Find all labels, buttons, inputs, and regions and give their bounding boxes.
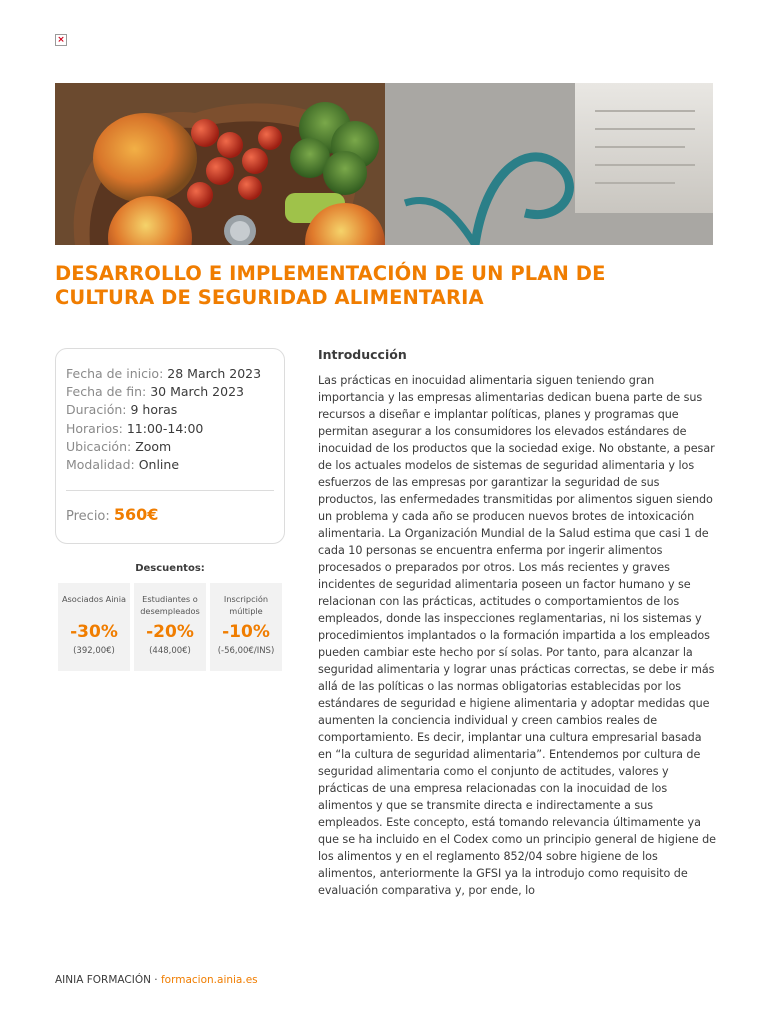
- schedule-row: [66, 420, 274, 438]
- location-row: [66, 438, 274, 456]
- discount-amount: (-56,00€/INS): [217, 646, 275, 656]
- discount-box-students: [134, 583, 206, 671]
- discount-percent: -10%: [222, 622, 270, 642]
- page-title-line-1: DESARROLLO E IMPLEMENTACIÓN DE UN PLAN DE: [55, 262, 606, 285]
- discounts-title: Descuentos:: [135, 563, 205, 574]
- end-date-row: [66, 383, 274, 401]
- end-date-value: 30 March 2023: [150, 384, 244, 400]
- discount-percent: -20%: [146, 622, 194, 642]
- duration-label: Duración:: [66, 402, 127, 418]
- intro-body: Las prácticas en inocuidad alimentaria siguen teniendo gran importancia y las empresas alimentarias dedican buena parte de sus recursos a diseñar e implantar políticas, planes y programas que permitan asegurar a los consumidores los elevados estándares de inocuidad de los productos que la sociedad exige. No obstante, a pesar de los actuales modelos de sistemas de seguridad alimentaria y los esfuerzos de las empresas por garantizar la seguridad de sus productos, las enfermedades transmitidas por alimentos siguen siendo un problema y cada año se producen nuevos brotes de intoxicación alimentaria. La Organización Mundial de la Salud estima que casi 1 de cada 10 personas se encuentra enferma por ingerir alimentos procesados o preparados por otros. Los más recientes y graves incidentes de seguridad alimentaria poseen un factor humano y se relacionan con las prácticas, actitudes o comportamientos de los empleados, donde las inspecciones reglamentarias, ni los sistemas y procedimientos implantados o la formación impartida a los empleados pueden cambiar este hecho por sí solas. Por tanto, para alcanzar la seguridad alimentaria y lograr unas prácticas correctas, se debe ir más allá de las políticas o las normas obligatorias establecidas por los estándares de seguridad e higiene alimentaria y adoptar medidas que aumenten la conciencia individual y creen cambios reales de comportamiento. Es decir, implantar una cultura empresarial basada en “la cultura de seguridad alimentaria”. Entendemos por cultura de seguridad alimentaria como el conjunto de actitudes, valores y prácticas de una empresa relacionadas con la inocuidad de los alimentos y que se transmite directa e indirectamente a sus empleados. Este concepto, está tomando relevancia últimamente ya que se ha incluido en el Codex como un principio general de higiene de los alimentos y en el reglamento 852/04 sobre higiene de los alimentos, anteriormente la GFSI ya la introdujo como requisito de evaluación comparativa y, por ende, lo: [318, 374, 716, 897]
- start-date-value: 28 March 2023: [167, 366, 262, 381]
- footer-brand: AINIA FORMACIÓN ·: [55, 974, 158, 986]
- schedule-label: Horarios:: [66, 420, 123, 436]
- mode-value: Online: [138, 457, 180, 473]
- footer: [55, 974, 258, 986]
- location-label: Ubicación:: [66, 438, 132, 454]
- course-info-card: [55, 348, 285, 544]
- mode-label: Modalidad:: [66, 457, 135, 473]
- discount-box-associates: [58, 583, 130, 671]
- broken-image-icon: ×: [55, 34, 67, 46]
- discount-box-multiple: [210, 583, 282, 671]
- discount-amount: (392,00€): [73, 646, 115, 656]
- discount-percent: -30%: [70, 622, 118, 642]
- discount-amount: (448,00€): [149, 646, 191, 656]
- discount-label: Inscripción múltiple: [223, 594, 269, 616]
- discount-label: Estudiantes o desempleados: [140, 594, 200, 616]
- intro-heading: Introducción: [318, 347, 407, 362]
- start-date-row: [66, 365, 274, 383]
- location-value: Zoom: [135, 438, 172, 454]
- price-value: 560€: [113, 505, 159, 525]
- hero-image: [55, 83, 713, 245]
- page-title: [55, 262, 695, 310]
- start-date-label: Fecha de inicio:: [66, 366, 164, 381]
- page-title-line-2: CULTURA DE SEGURIDAD ALIMENTARIA: [55, 286, 484, 309]
- mode-row: [66, 456, 274, 474]
- hero-illustration: [55, 83, 713, 245]
- duration-value: 9 horas: [130, 402, 178, 418]
- footer-link[interactable]: formacion.ainia.es: [160, 974, 258, 986]
- info-divider: [66, 490, 274, 491]
- schedule-value: 11:00-14:00: [126, 420, 204, 436]
- price-row: [66, 505, 274, 524]
- discount-label: Asociados Ainia: [61, 594, 127, 604]
- price-label: Precio:: [66, 509, 110, 525]
- duration-row: [66, 401, 274, 419]
- end-date-label: Fecha de fin:: [66, 384, 147, 400]
